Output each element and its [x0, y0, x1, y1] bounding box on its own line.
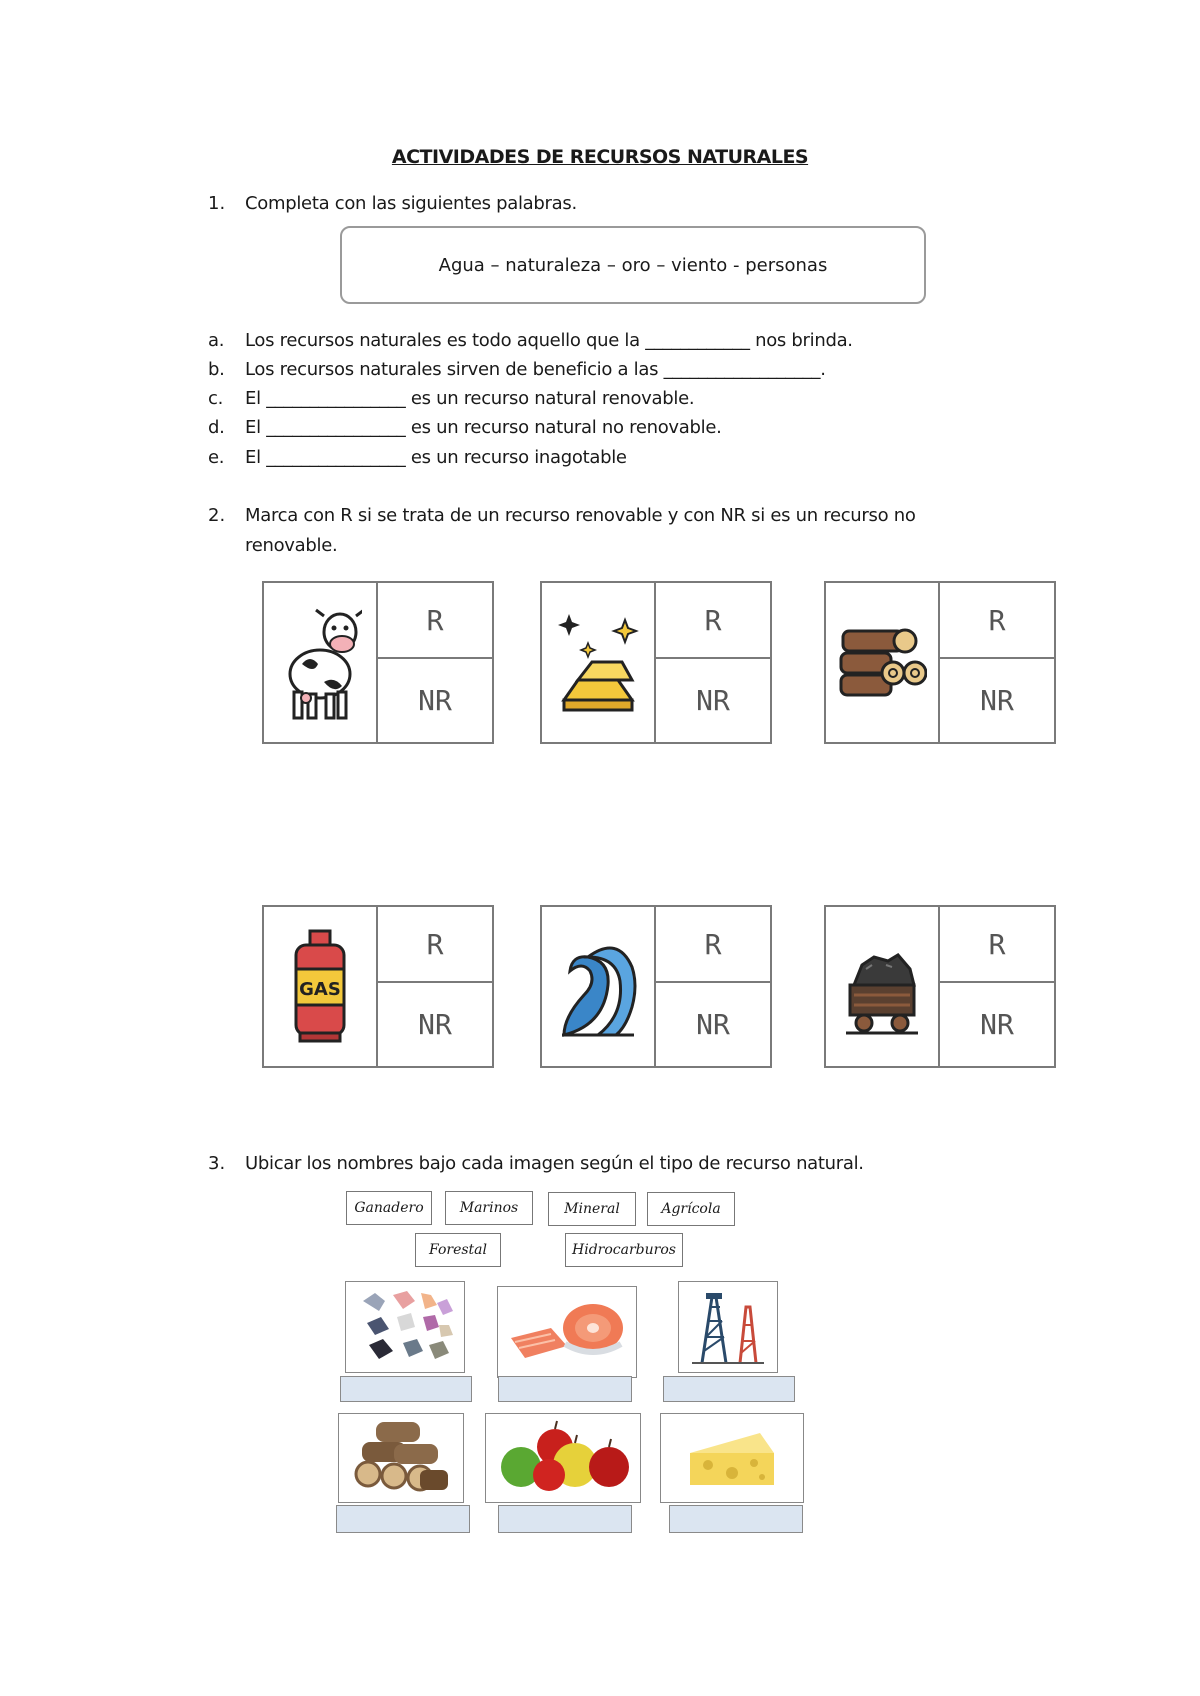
renewable-option[interactable]: R	[940, 907, 1054, 983]
question-2-number: 2.	[208, 505, 226, 526]
logs-icon	[338, 1413, 464, 1503]
classify-card-gold	[540, 581, 772, 744]
item-c-text: El ________________ es un recurso natural renovable.	[245, 388, 695, 409]
classify-card-cow	[262, 581, 494, 744]
tag-agricola[interactable]: Agrícola	[647, 1192, 735, 1226]
cow-icon	[264, 583, 378, 742]
item-e-letter: e.	[208, 447, 225, 468]
tag-forestal[interactable]: Forestal	[415, 1233, 501, 1267]
classify-card-gas	[262, 905, 494, 1068]
renewable-option[interactable]: R	[656, 907, 770, 983]
question-1-text: Completa con las siguientes palabras.	[245, 193, 577, 214]
non-renewable-option[interactable]: NR	[980, 684, 1014, 718]
question-3-text: Ubicar los nombres bajo cada imagen según el tipo de recurso natural.	[245, 1153, 864, 1174]
item-a-text: Los recursos naturales es todo aquello que la ____________ nos brinda.	[245, 330, 853, 351]
answer-box-1[interactable]	[340, 1376, 472, 1402]
answer-box-2[interactable]	[498, 1376, 632, 1402]
oil-derricks-icon	[678, 1281, 778, 1373]
tag-marinos[interactable]: Marinos	[445, 1191, 533, 1225]
salmon-icon	[497, 1286, 637, 1378]
question-2-text-line1: Marca con R si se trata de un recurso renovable y con NR si es un recurso no	[245, 505, 916, 526]
minerals-icon	[345, 1281, 465, 1373]
wave-icon	[542, 907, 656, 1066]
word-bank-text: Agua – naturaleza – oro – viento - personas	[438, 254, 828, 276]
item-b-letter: b.	[208, 359, 225, 380]
page-title: ACTIVIDADES DE RECURSOS NATURALES	[391, 146, 809, 168]
item-d-letter: d.	[208, 417, 225, 438]
gas-cylinder-icon	[264, 907, 378, 1066]
question-2-text-line2: renovable.	[245, 535, 338, 556]
classify-card-wave	[540, 905, 772, 1068]
item-e-text: El ________________ es un recurso inagotable	[245, 447, 627, 468]
renewable-option[interactable]: R	[378, 583, 492, 659]
non-renewable-option[interactable]: NR	[696, 684, 730, 718]
non-renewable-option[interactable]: NR	[418, 684, 452, 718]
tag-hidrocarburos[interactable]: Hidrocarburos	[565, 1233, 683, 1267]
answer-box-5[interactable]	[498, 1505, 632, 1533]
non-renewable-option[interactable]: NR	[980, 1008, 1014, 1042]
answer-box-3[interactable]	[663, 1376, 795, 1402]
apples-icon	[485, 1413, 641, 1503]
non-renewable-option[interactable]: NR	[696, 1008, 730, 1042]
renewable-option[interactable]: R	[940, 583, 1054, 659]
item-a-letter: a.	[208, 330, 225, 351]
renewable-option[interactable]: R	[656, 583, 770, 659]
item-c-letter: c.	[208, 388, 224, 409]
tag-mineral[interactable]: Mineral	[548, 1192, 636, 1226]
word-bank-box	[340, 226, 926, 304]
gas-label: GAS	[299, 978, 341, 1000]
classify-card-coal	[824, 905, 1056, 1068]
classify-card-wood	[824, 581, 1056, 744]
question-1-number: 1.	[208, 193, 226, 214]
gold-bars-icon	[542, 583, 656, 742]
question-3-number: 3.	[208, 1153, 226, 1174]
tag-ganadero[interactable]: Ganadero	[346, 1191, 432, 1225]
cheese-icon	[660, 1413, 804, 1503]
item-d-text: El ________________ es un recurso natural no renovable.	[245, 417, 722, 438]
answer-box-6[interactable]	[669, 1505, 803, 1533]
coal-cart-icon	[826, 907, 940, 1066]
non-renewable-option[interactable]: NR	[418, 1008, 452, 1042]
wood-logs-icon	[826, 583, 940, 742]
renewable-option[interactable]: R	[378, 907, 492, 983]
item-b-text: Los recursos naturales sirven de beneficio a las __________________.	[245, 359, 826, 380]
answer-box-4[interactable]	[336, 1505, 470, 1533]
